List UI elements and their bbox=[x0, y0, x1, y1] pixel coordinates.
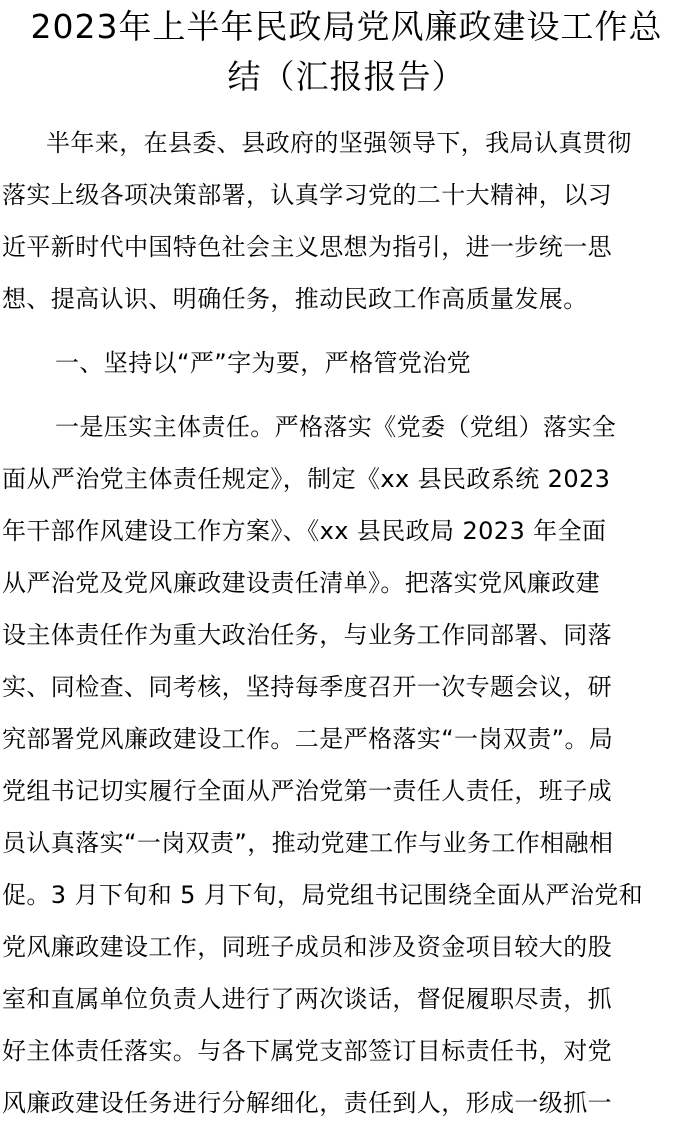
intro-line: 近平新时代中国特色社会主义思想为指引，进一步统一思 bbox=[2, 233, 612, 261]
paragraph-line: 设主体责任作为重大政治任务，与业务工作同部署、同落 bbox=[2, 621, 612, 649]
paragraph-line: 实、同检查、同考核，坚持每季度召开一次专题会议，研 bbox=[2, 673, 612, 701]
document-title bbox=[0, 2, 693, 102]
paragraph-line: 一是压实主体责任。严格落实《党委（党组）落实全 bbox=[55, 413, 617, 441]
paragraph-line: 好主体责任落实。与各下属党支部签订目标责任书，对党 bbox=[2, 1037, 612, 1065]
paragraph-line: 党组书记切实履行全面从严治党第一责任人责任，班子成 bbox=[2, 777, 612, 805]
paragraph-line: 促。3 月下旬和 5 月下旬，局党组书记围绕全面从严治党和 bbox=[2, 881, 644, 909]
paragraph-line: 党风廉政建设工作，同班子成员和涉及资金项目较大的股 bbox=[2, 933, 612, 961]
intro-line: 落实上级各项决策部署，认真学习党的二十大精神，以习 bbox=[2, 181, 612, 209]
document-title-line-1: 2023年上半年民政局党风廉政建设工作总 bbox=[30, 7, 663, 46]
intro-line: 半年来，在县委、县政府的坚强领导下，我局认真贯彻 bbox=[46, 129, 632, 157]
paragraph-line: 年干部作风建设工作方案》、《xx 县民政局 2023 年全面 bbox=[2, 517, 607, 545]
paragraph-line: 面从严治党主体责任规定》，制定《xx 县民政系统 2023 bbox=[2, 465, 611, 493]
paragraph-line: 室和直属单位负责人进行了两次谈话，督促履职尽责，抓 bbox=[2, 985, 612, 1013]
section-heading: 一、坚持以“严”字为要，严格管党治党 bbox=[55, 349, 472, 377]
paragraph-line: 员认真落实“一岗双责”，推动党建工作与业务工作相融相 bbox=[2, 829, 614, 857]
paragraph-line: 究部署党风廉政建设工作。二是严格落实“一岗双责”。局 bbox=[2, 725, 614, 753]
document-title-line-2: 结（汇报报告） bbox=[227, 57, 466, 96]
document-body bbox=[2, 117, 692, 1129]
intro-line: 想、提高认识、明确任务，推动民政工作高质量发展。 bbox=[2, 285, 588, 313]
paragraph-line: 风廉政建设任务进行分解细化，责任到人，形成一级抓一 bbox=[2, 1089, 612, 1117]
paragraph-line: 从严治党及党风廉政建设责任清单》。把落实党风廉政建 bbox=[2, 569, 600, 597]
